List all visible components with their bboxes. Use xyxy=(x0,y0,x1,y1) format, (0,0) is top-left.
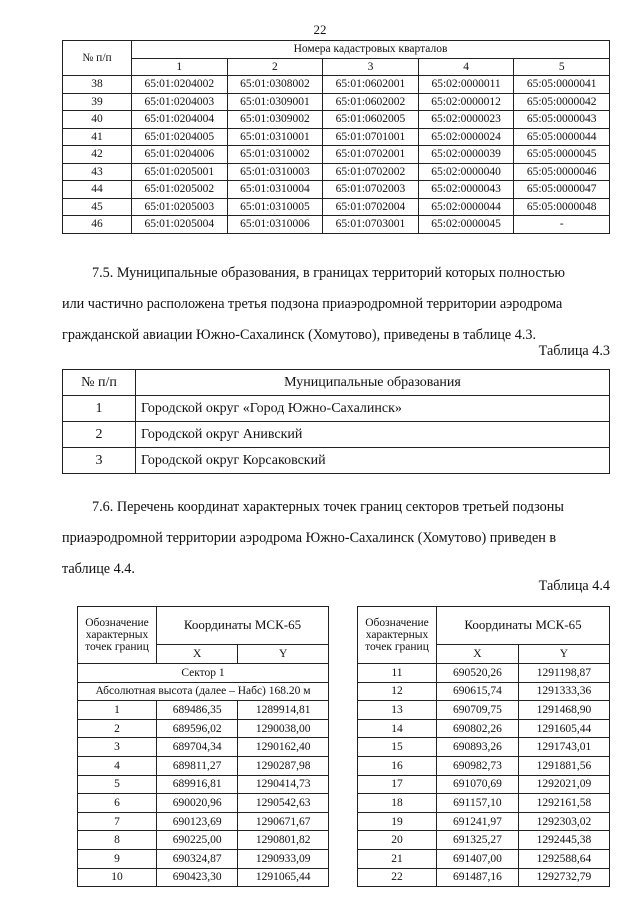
table-cell: 689916,81 xyxy=(157,775,238,794)
table-cell: 65:05:0000044 xyxy=(514,128,610,146)
col-header-y: Y xyxy=(518,644,609,663)
table-cell: 14 xyxy=(358,719,437,738)
table-cell: 65:01:0205003 xyxy=(132,198,228,216)
col-header-y: Y xyxy=(238,644,329,663)
table-cell: 691407,00 xyxy=(437,849,519,868)
table-row xyxy=(78,738,329,757)
table-cell: 1292732,79 xyxy=(518,868,609,887)
table-cell: 65:01:0204003 xyxy=(132,93,228,111)
col-number: 3 xyxy=(323,58,419,76)
table-row xyxy=(78,756,329,775)
table-cell: 5 xyxy=(78,775,157,794)
table-cell: 65:02:0000040 xyxy=(418,163,514,181)
table-cell: 42 xyxy=(63,146,132,164)
table-cell: 65:01:0702004 xyxy=(323,198,419,216)
table-cell: 1290038,00 xyxy=(238,719,329,738)
table-row xyxy=(358,775,610,794)
table-cell: 1290671,67 xyxy=(238,812,329,831)
table-row xyxy=(63,111,610,129)
table-cell: 689486,35 xyxy=(157,701,238,720)
table-cell: 689596,02 xyxy=(157,719,238,738)
table-cell: 1290801,82 xyxy=(238,831,329,850)
table-row xyxy=(78,775,329,794)
table-cell: 690123,69 xyxy=(157,812,238,831)
table-cell: 691241,97 xyxy=(437,812,519,831)
table-cell: Городской округ Корсаковский xyxy=(136,448,610,474)
table-cell: 1291605,44 xyxy=(518,719,609,738)
table-cell: 65:05:0000048 xyxy=(514,198,610,216)
table-cell: 9 xyxy=(78,849,157,868)
table-caption-4-3: Таблица 4.3 xyxy=(538,343,610,359)
table-cell: 690423,30 xyxy=(157,868,238,887)
table-cell: 43 xyxy=(63,163,132,181)
table-cell: 690225,00 xyxy=(157,831,238,850)
table-cell: 45 xyxy=(63,198,132,216)
table-cell: 19 xyxy=(358,812,437,831)
table-cell: 65:02:0000011 xyxy=(418,76,514,94)
table-cell: 65:02:0000043 xyxy=(418,181,514,199)
table-cell: 1 xyxy=(78,701,157,720)
sector-label: Сектор 1 xyxy=(78,664,329,683)
table-cell: 1289914,81 xyxy=(238,701,329,720)
table-cell: 65:05:0000042 xyxy=(514,93,610,111)
table-cell: 1 xyxy=(63,396,136,422)
table-cell: 13 xyxy=(358,701,437,720)
table-row xyxy=(358,719,610,738)
table-cell: 2 xyxy=(78,719,157,738)
table-row xyxy=(63,216,610,234)
table-cell: 65:01:0310005 xyxy=(227,198,323,216)
col-header-municipality: Муниципальные образования xyxy=(136,370,610,396)
table-cell: 16 xyxy=(358,756,437,775)
municipalities-table xyxy=(62,369,610,474)
table-row xyxy=(358,794,610,813)
table-cell: 1291065,44 xyxy=(238,868,329,887)
table-cell: 1291743,01 xyxy=(518,738,609,757)
table-row xyxy=(63,198,610,216)
table-cell: 65:02:0000039 xyxy=(418,146,514,164)
table-cell: 690324,87 xyxy=(157,849,238,868)
table-row xyxy=(358,701,610,720)
table-cell: 65:02:0000023 xyxy=(418,111,514,129)
table-cell: 1290933,09 xyxy=(238,849,329,868)
table-row xyxy=(78,849,329,868)
table-cell: 3 xyxy=(63,448,136,474)
table-cell: 8 xyxy=(78,831,157,850)
table-cell: 1292303,02 xyxy=(518,812,609,831)
table-row xyxy=(78,812,329,831)
table-cell: 1290542,63 xyxy=(238,794,329,813)
table-cell: 65:02:0000012 xyxy=(418,93,514,111)
table-cell: 11 xyxy=(358,664,437,683)
table-cell: 1291198,87 xyxy=(518,664,609,683)
table-cell: 65:02:0000024 xyxy=(418,128,514,146)
table-row xyxy=(63,181,610,199)
table-cell: 65:01:0310006 xyxy=(227,216,323,234)
table-cell: 65:01:0308002 xyxy=(227,76,323,94)
paragraph-line: таблице 4.4. xyxy=(62,561,135,577)
table-cell: 18 xyxy=(358,794,437,813)
table-row xyxy=(358,682,610,701)
table-body xyxy=(78,701,329,887)
table-row xyxy=(63,163,610,181)
col-number: 2 xyxy=(227,58,323,76)
table-row xyxy=(63,422,610,448)
table-cell: 691070,69 xyxy=(437,775,519,794)
paragraph-line: 7.6. Перечень координат характерных точек границ секторов третьей подзоны xyxy=(92,499,564,515)
table-cell: 65:01:0204004 xyxy=(132,111,228,129)
col-number: 4 xyxy=(418,58,514,76)
col-number: 5 xyxy=(514,58,610,76)
table-cell: 41 xyxy=(63,128,132,146)
table-cell: 1292021,09 xyxy=(518,775,609,794)
paragraph-line: гражданской авиации Южно-Сахалинск (Хомутово), приведены в таблице 4.3. xyxy=(62,327,537,343)
table-cell: 1290162,40 xyxy=(238,738,329,757)
table-row xyxy=(78,701,329,720)
table-cell: 1290287,98 xyxy=(238,756,329,775)
col-header-number: № п/п xyxy=(63,370,136,396)
coordinates-table-right xyxy=(357,606,610,887)
table-row xyxy=(63,93,610,111)
table-cell: 690709,75 xyxy=(437,701,519,720)
col-header-coordinates: Координаты МСК-65 xyxy=(157,607,329,645)
table-cell: 1290414,73 xyxy=(238,775,329,794)
table-cell: 65:02:0000045 xyxy=(418,216,514,234)
table-row xyxy=(63,128,610,146)
table-cell: 65:01:0310003 xyxy=(227,163,323,181)
table-row xyxy=(78,868,329,887)
table-cell: 65:01:0204005 xyxy=(132,128,228,146)
table-cell: 65:01:0205002 xyxy=(132,181,228,199)
table-row xyxy=(78,794,329,813)
table-cell: 65:01:0310004 xyxy=(227,181,323,199)
table-row xyxy=(358,831,610,850)
table-cell: 691487,16 xyxy=(437,868,519,887)
table-row xyxy=(78,719,329,738)
table-row xyxy=(358,812,610,831)
table-cell: 1291333,36 xyxy=(518,682,609,701)
table-cell: 65:01:0309001 xyxy=(227,93,323,111)
table-cell: Городской округ Анивский xyxy=(136,422,610,448)
table-cell: 65:01:0310002 xyxy=(227,146,323,164)
table-cell: 10 xyxy=(78,868,157,887)
paragraph-line: приаэродромной территории аэродрома Южно-Сахалинск (Хомутово) приведен в xyxy=(62,530,557,546)
table-cell: 65:01:0205001 xyxy=(132,163,228,181)
table-cell: 46 xyxy=(63,216,132,234)
col-header-x: X xyxy=(157,644,238,663)
table-cell: 2 xyxy=(63,422,136,448)
table-row xyxy=(78,831,329,850)
table-cell: 20 xyxy=(358,831,437,850)
table-cell: 1292445,38 xyxy=(518,831,609,850)
table-cell: 65:01:0204006 xyxy=(132,146,228,164)
table-cell: 1292588,64 xyxy=(518,849,609,868)
table-cell: 690982,73 xyxy=(437,756,519,775)
paragraph-line: или частично расположена третья подзона приаэродромной территории аэродрома xyxy=(62,296,563,312)
table-row xyxy=(358,868,610,887)
paragraph-7-5 xyxy=(62,258,610,351)
table-cell: 65:05:0000043 xyxy=(514,111,610,129)
table-cell: 65:01:0703001 xyxy=(323,216,419,234)
col-number-row xyxy=(63,58,610,76)
table-cell: 12 xyxy=(358,682,437,701)
table-cell: 6 xyxy=(78,794,157,813)
table-cell: 1292161,58 xyxy=(518,794,609,813)
table-cell: 1291881,56 xyxy=(518,756,609,775)
table-cell: 65:01:0309002 xyxy=(227,111,323,129)
table-row xyxy=(63,448,610,474)
table-row xyxy=(358,738,610,757)
table-cell: 65:01:0702002 xyxy=(323,163,419,181)
table-row xyxy=(358,756,610,775)
table-cell: 690893,26 xyxy=(437,738,519,757)
table-caption-4-4: Таблица 4.4 xyxy=(538,578,610,594)
table-cell: 65:01:0702003 xyxy=(323,181,419,199)
table-row xyxy=(358,849,610,868)
table-cell: 3 xyxy=(78,738,157,757)
table-body xyxy=(358,664,610,887)
page-number: 22 xyxy=(313,22,327,37)
table-row xyxy=(63,76,610,94)
table-row xyxy=(63,146,610,164)
table-cell: 690020,96 xyxy=(157,794,238,813)
table-cell: 7 xyxy=(78,812,157,831)
table-body xyxy=(63,76,610,234)
table-cell: 65:01:0702001 xyxy=(323,146,419,164)
table-cell: 17 xyxy=(358,775,437,794)
table-cell: 689811,27 xyxy=(157,756,238,775)
col-number: 1 xyxy=(132,58,228,76)
paragraph-line: 7.5. Муниципальные образования, в границах территорий которых полностью xyxy=(92,265,566,281)
table-cell: 65:01:0204002 xyxy=(132,76,228,94)
table-cell: 691157,10 xyxy=(437,794,519,813)
table-cell: 690802,26 xyxy=(437,719,519,738)
table-cell: 65:01:0602001 xyxy=(323,76,419,94)
col-header-group: Номера кадастровых кварталов xyxy=(132,41,610,59)
col-header-coordinates: Координаты МСК-65 xyxy=(437,607,610,645)
table-row xyxy=(358,664,610,683)
table-cell: Городской округ «Город Южно-Сахалинск» xyxy=(136,396,610,422)
table-body xyxy=(63,396,610,474)
table-cell: 691325,27 xyxy=(437,831,519,850)
table-cell: 65:05:0000041 xyxy=(514,76,610,94)
cadastral-quarters-table xyxy=(62,40,610,234)
table-cell: 65:01:0310001 xyxy=(227,128,323,146)
col-header-designation: Обозначение характерных точек границ xyxy=(78,607,157,664)
table-cell: 4 xyxy=(78,756,157,775)
table-cell: 40 xyxy=(63,111,132,129)
table-cell: 65:02:0000044 xyxy=(418,198,514,216)
table-cell: 689704,34 xyxy=(157,738,238,757)
table-cell: 65:01:0602002 xyxy=(323,93,419,111)
coordinates-table-left xyxy=(77,606,329,887)
paragraph-7-6 xyxy=(62,492,610,585)
table-row xyxy=(63,396,610,422)
table-cell: 15 xyxy=(358,738,437,757)
table-cell: 65:01:0205004 xyxy=(132,216,228,234)
table-cell: 65:05:0000047 xyxy=(514,181,610,199)
col-header-x: X xyxy=(437,644,519,663)
table-cell: 65:05:0000045 xyxy=(514,146,610,164)
table-cell: 65:01:0701001 xyxy=(323,128,419,146)
table-cell: 21 xyxy=(358,849,437,868)
table-cell: 44 xyxy=(63,181,132,199)
col-header-number: № п/п xyxy=(63,41,132,76)
table-cell: - xyxy=(514,216,610,234)
table-cell: 65:05:0000046 xyxy=(514,163,610,181)
table-cell: 39 xyxy=(63,93,132,111)
col-header-designation: Обозначение характерных точек границ xyxy=(358,607,437,664)
table-cell: 1291468,90 xyxy=(518,701,609,720)
table-cell: 690520,26 xyxy=(437,664,519,683)
table-cell: 65:01:0602005 xyxy=(323,111,419,129)
altitude-label: Абсолютная высота (далее – Набс) 168.20 м xyxy=(78,682,329,701)
table-cell: 22 xyxy=(358,868,437,887)
table-cell: 690615,74 xyxy=(437,682,519,701)
table-cell: 38 xyxy=(63,76,132,94)
